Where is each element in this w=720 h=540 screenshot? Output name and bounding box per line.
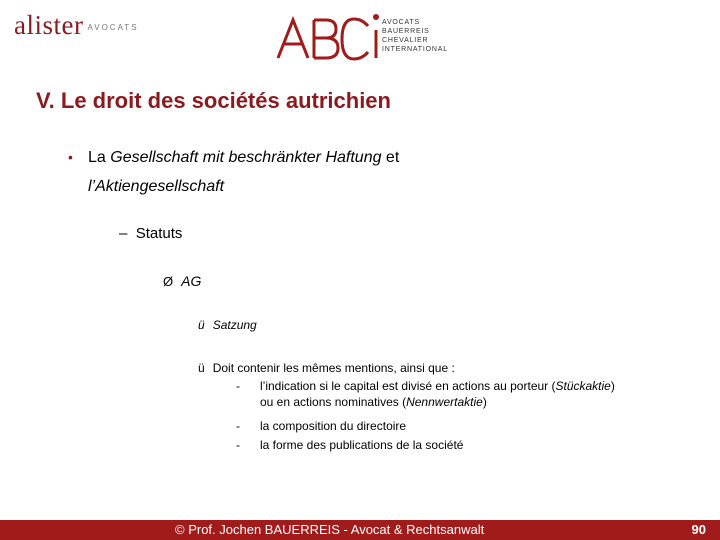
check-item-text: Satzung [212, 318, 257, 332]
term-nennwertaktie: Nennwertaktie [406, 395, 483, 409]
bullet-dot: • [68, 149, 73, 165]
page-number: 90 [691, 522, 706, 537]
check-item [198, 318, 257, 332]
bullet-level-2 [119, 225, 182, 242]
header [0, 0, 720, 80]
arrow-icon: Ø [163, 274, 174, 289]
abci-logo-lines [382, 18, 448, 54]
slide-title: V. Le droit des sociétés autrichien [36, 88, 391, 113]
bullet-conjunction: et [381, 149, 400, 166]
term-gmbh: Gesellschaft mit beschränkter Haftung [110, 149, 382, 166]
sub-item-dash: - [236, 438, 240, 452]
abci-logo [276, 8, 476, 68]
term-ag: l’Aktiengesellschaft [88, 178, 225, 195]
check-item-text: Doit contenir les mêmes mentions, ainsi que : [212, 361, 455, 375]
abci-logo-mark [276, 8, 382, 68]
bullet-level-2-text: Statuts [135, 225, 183, 242]
footer-copyright: © Prof. Jochen BAUERREIS - Avocat & Rechtsanwalt [175, 522, 485, 537]
footer-bar [0, 520, 720, 540]
sub-item-dash: - [236, 379, 240, 393]
bullet-level-1-text [88, 143, 568, 201]
sub-item-text: la composition du directoire [260, 419, 407, 433]
abci-line: AVOCATS [382, 19, 421, 26]
bullet-level-3-text: AG [181, 273, 202, 289]
bullet-prefix: La [88, 149, 111, 166]
dash-marker: – [119, 225, 128, 242]
sub-item-dash: - [236, 419, 240, 433]
abci-line: CHEVALIER [382, 37, 429, 44]
bullet-level-3 [163, 273, 201, 289]
check-item [198, 361, 455, 375]
term-stueckaktie: Stückaktie [555, 379, 611, 393]
sub-item-text: l’indication si le capital est divisé en actions au porteur (Stückaktie) ou en actions nominatives (Nennwertaktie) [260, 379, 615, 409]
sub-item-text: la forme des publications de la société [260, 438, 464, 452]
check-icon: ü [198, 361, 205, 375]
abci-line: BAUERREIS [382, 28, 430, 35]
abci-line: INTERNATIONAL [382, 46, 448, 53]
alister-logo-name: alister [14, 10, 84, 40]
alister-logo-tag: AVOCATS [87, 23, 139, 32]
check-icon: ü [198, 318, 205, 332]
alister-logo [14, 10, 139, 41]
